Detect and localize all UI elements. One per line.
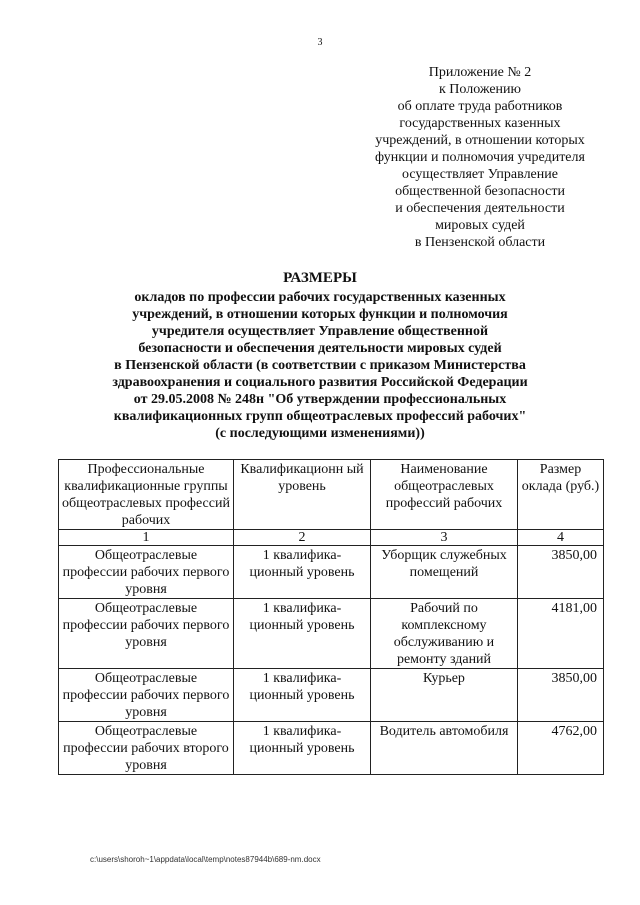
column-number: 1 (59, 530, 234, 546)
document-heading (80, 270, 560, 442)
file-path-footer: c:\users\shoroh~1\appdata\local\temp\notes87944b\689-nm.docx (90, 855, 321, 864)
appendix-line: об оплате труда работников (397, 99, 563, 114)
heading-title: РАЗМЕРЫ (283, 270, 357, 286)
column-number: 3 (371, 530, 518, 546)
heading-line: квалификационных групп общеотраслевых профессий рабочих" (113, 409, 527, 424)
heading-line: (с последующими изменениями)) (215, 426, 425, 441)
salary-cell: 4181,00 (518, 599, 604, 669)
header-cell: Квалификационн ый уровень (234, 460, 371, 530)
appendix-line: мировых судей (435, 218, 525, 233)
column-number: 2 (234, 530, 371, 546)
page-number: 3 (317, 37, 323, 48)
table-cell: Общеотраслевые профессии рабочих первого уровня (59, 599, 234, 669)
table-row (59, 599, 604, 669)
appendix-line: осуществляет Управление (402, 167, 558, 182)
heading-line: от 29.05.2008 № 248н "Об утверждении профессиональных (133, 392, 507, 407)
table-cell: Общеотраслевые профессии рабочих первого уровня (59, 669, 234, 722)
appendix-line: функции и полномочия учредителя (375, 150, 585, 165)
header-cell: Размер оклада (руб.) (518, 460, 604, 530)
wages-table (58, 459, 604, 775)
appendix-line: общественной безопасности (395, 184, 565, 199)
table-cell: 1 квалифика- ционный уровень (234, 546, 371, 599)
appendix-line: учреждений, в отношении которых (375, 133, 585, 148)
salary-cell: 3850,00 (518, 669, 604, 722)
column-number-row (59, 530, 604, 546)
appendix-line: и обеспечения деятельности (395, 201, 565, 216)
column-number: 4 (518, 530, 604, 546)
appendix-line: к Положению (438, 82, 521, 97)
appendix-line: Приложение № 2 (428, 65, 532, 80)
table-cell: Курьер (371, 669, 518, 722)
table-cell: 1 квалифика- ционный уровень (234, 722, 371, 775)
appendix-line: в Пензенской области (414, 235, 546, 250)
appendix-caption (345, 64, 615, 251)
table-row (59, 722, 604, 775)
header-cell: Профессиональные квалификационные группы общеотраслевых профессий рабочих (59, 460, 234, 530)
heading-line: в Пензенской области (в соответствии с приказом Министерства (114, 358, 526, 373)
heading-line: учреждений, в отношении которых функции и полномочия (132, 307, 508, 322)
heading-line: окладов по профессии рабочих государственных казенных (134, 290, 506, 305)
heading-line: безопасности и обеспечения деятельности мировых судей (138, 341, 502, 356)
table-cell: 1 квалифика- ционный уровень (234, 599, 371, 669)
table-cell: Водитель автомобиля (371, 722, 518, 775)
appendix-line: государственных казенных (399, 116, 561, 131)
salary-cell: 4762,00 (518, 722, 604, 775)
table-cell: Общеотраслевые профессии рабочих первого уровня (59, 546, 234, 599)
table-cell: Общеотраслевые профессии рабочих второго уровня (59, 722, 234, 775)
salary-cell: 3850,00 (518, 546, 604, 599)
heading-line: учредителя осуществляет Управление общественной (151, 324, 489, 339)
table-cell: Уборщик служебных помещений (371, 546, 518, 599)
table-row (59, 546, 604, 599)
table-row (59, 669, 604, 722)
header-cell: Наименование общеотраслевых профессий рабочих (371, 460, 518, 530)
table-header-row (59, 460, 604, 530)
heading-line: здравоохранения и социального развития Российской Федерации (112, 375, 528, 390)
table-cell: Рабочий по комплексному обслуживанию и ремонту зданий (371, 599, 518, 669)
table-cell: 1 квалифика- ционный уровень (234, 669, 371, 722)
